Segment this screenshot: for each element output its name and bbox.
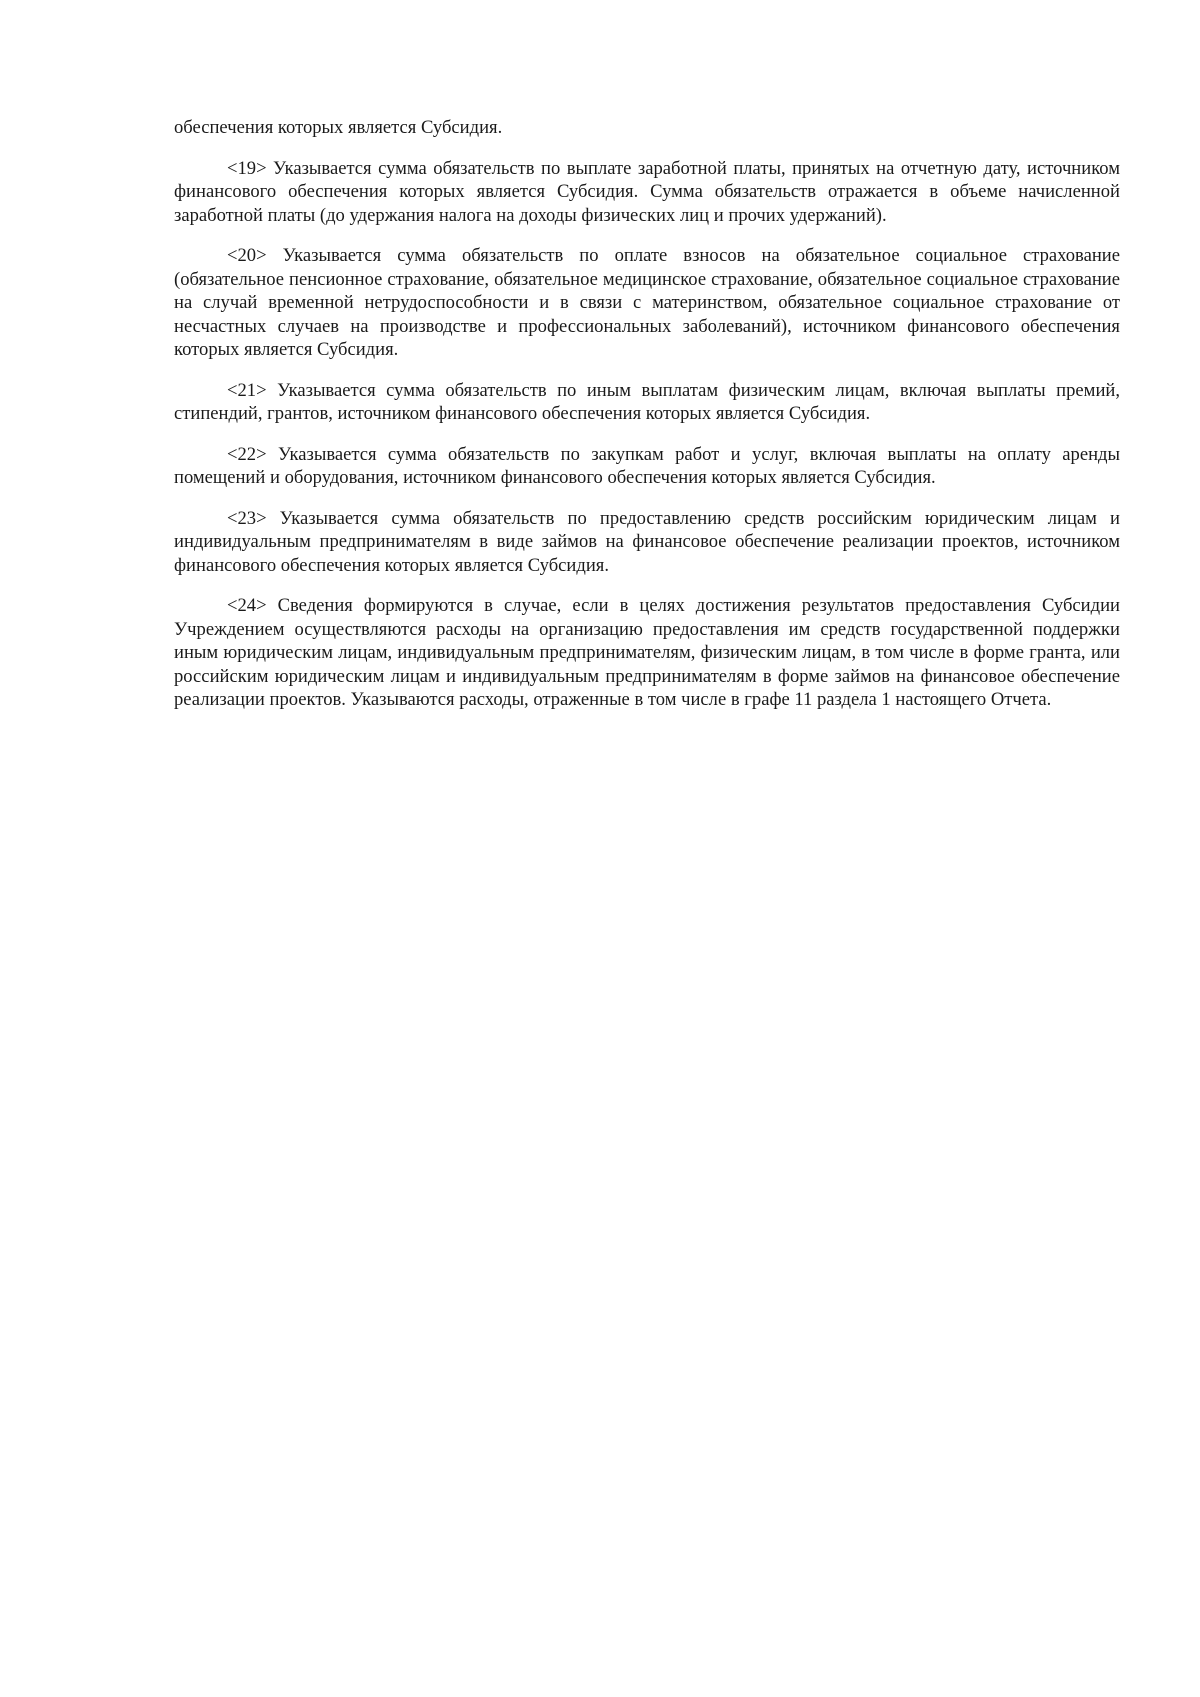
footnote-20: <20> Указывается сумма обязательств по оплате взносов на обязательное социальное страхование (обязательное пенсионное страхование, обязательное медицинское страхование, обязательное социальное страхование на случай временной нетрудоспособности и в связи с материнством, обязательное социальное страхование от несчастных случаев на производстве и профессиональных заболеваний), источником финансового обеспечения которых является Субсидия.: [174, 245, 1120, 360]
footnote-23: <23> Указывается сумма обязательств по предоставлению средств российским юридическим лицам и индивидуальным предпринимателям в виде займов на финансовое обеспечение реализации проектов, источником финансового обеспечения которых является Субсидия.: [174, 507, 1120, 576]
paragraph-continuation: обеспечения которых является Субсидия.: [174, 117, 503, 138]
footnote-19: <19> Указывается сумма обязательств по выплате заработной платы, принятых на отчетную дату, источником финансового обеспечения которых является Субсидия. Сумма обязательств отражается в объеме начисленной заработной платы (до удержания налога на доходы физических лиц и прочих удержаний).: [174, 157, 1120, 226]
footnote-24: <24> Сведения формируются в случае, если в целях достижения результатов предоставления Субсидии Учреждением осуществляются расходы на организацию предоставления им средств государственной поддержки иным юридическим лицам, индивидуальным предпринимателям, физическим лицам, в том числе в форме гранта, или российским юридическим лицам и индивидуальным предпринимателям в форме займов на финансовое обеспечение реализации проектов. Указываются расходы, отраженные в том числе в графе 11 раздела 1 настоящего Отчета.: [174, 595, 1120, 710]
footnote-22: <22> Указывается сумма обязательств по закупкам работ и услуг, включая выплаты на оплату аренды помещений и оборудования, источником финансового обеспечения которых является Субсидия.: [174, 443, 1120, 488]
footnote-21: <21> Указывается сумма обязательств по иным выплатам физическим лицам, включая выплаты премий, стипендий, грантов, источником финансового обеспечения которых является Субсидия.: [174, 379, 1120, 424]
document-body: [174, 116, 1120, 729]
